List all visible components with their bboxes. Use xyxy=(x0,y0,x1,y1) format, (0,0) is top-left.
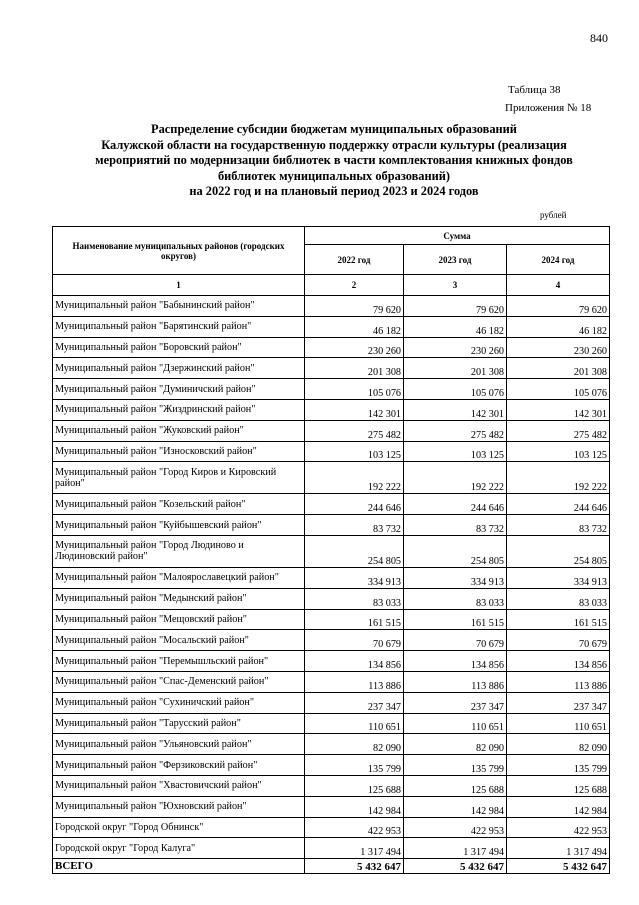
value-2024: 113 886 xyxy=(507,671,610,692)
district-name: Муниципальный район "Ульяновский район" xyxy=(53,734,305,755)
district-name: Муниципальный район "Дзержинский район" xyxy=(53,358,305,379)
header-2022: 2022 год xyxy=(305,245,404,275)
value-2024: 125 688 xyxy=(507,775,610,796)
value-2022: 1 317 494 xyxy=(305,838,404,859)
value-2024: 79 620 xyxy=(507,296,610,317)
table-row xyxy=(53,651,610,672)
value-2024: 201 308 xyxy=(507,358,610,379)
appendix-label: Приложения № 18 xyxy=(505,102,592,114)
table-row xyxy=(53,494,610,515)
district-name: Городской округ "Город Обнинск" xyxy=(53,817,305,838)
district-name: Муниципальный район "Козельский район" xyxy=(53,494,305,515)
total-2022: 5 432 647 xyxy=(305,859,404,874)
table-row xyxy=(53,441,610,462)
district-name: Муниципальный район "Ферзиковский район" xyxy=(53,755,305,776)
table-row xyxy=(53,713,610,734)
header-2023: 2023 год xyxy=(404,245,507,275)
value-2023: 103 125 xyxy=(404,441,507,462)
value-2023: 83 033 xyxy=(404,588,507,609)
district-name: Муниципальный район "Куйбышевский район" xyxy=(53,515,305,536)
district-name: Муниципальный район "Жиздринский район" xyxy=(53,399,305,420)
title-line: на 2022 год и на плановый период 2023 и 2024 годов xyxy=(189,184,479,198)
value-2022: 334 913 xyxy=(305,567,404,588)
table-row xyxy=(53,838,610,859)
district-name: Муниципальный район "Тарусский район" xyxy=(53,713,305,734)
table-row xyxy=(53,296,610,317)
units-label: рублей xyxy=(540,210,567,220)
value-2024: 135 799 xyxy=(507,755,610,776)
value-2024: 83 732 xyxy=(507,515,610,536)
value-2022: 275 482 xyxy=(305,420,404,441)
title-line: Распределение субсидии бюджетам муниципальных образований xyxy=(151,122,517,136)
value-2024: 237 347 xyxy=(507,692,610,713)
value-2022: 161 515 xyxy=(305,609,404,630)
subsidy-table xyxy=(52,226,610,874)
value-2022: 422 953 xyxy=(305,817,404,838)
value-2024: 142 984 xyxy=(507,796,610,817)
district-name: Муниципальный район "Боровский район" xyxy=(53,337,305,358)
table-body xyxy=(53,296,610,859)
table-row xyxy=(53,399,610,420)
value-2024: 83 033 xyxy=(507,588,610,609)
total-row xyxy=(53,859,610,874)
value-2022: 192 222 xyxy=(305,462,404,494)
value-2023: 83 732 xyxy=(404,515,507,536)
district-name: Муниципальный район "Бабынинский район" xyxy=(53,296,305,317)
value-2024: 244 646 xyxy=(507,494,610,515)
district-name: Муниципальный район "Сухиничский район" xyxy=(53,692,305,713)
district-name: Муниципальный район "Думиничский район" xyxy=(53,379,305,400)
value-2023: 113 886 xyxy=(404,671,507,692)
table-row xyxy=(53,755,610,776)
value-2024: 142 301 xyxy=(507,399,610,420)
value-2023: 134 856 xyxy=(404,651,507,672)
table-row xyxy=(53,796,610,817)
table-row xyxy=(53,358,610,379)
value-2024: 422 953 xyxy=(507,817,610,838)
value-2022: 134 856 xyxy=(305,651,404,672)
district-name: Муниципальный район "Жуковский район" xyxy=(53,420,305,441)
value-2023: 230 260 xyxy=(404,337,507,358)
document-title xyxy=(40,122,628,200)
title-line: библиотек муниципальных образований) xyxy=(217,168,451,183)
column-number: 1 xyxy=(53,275,305,296)
value-2023: 125 688 xyxy=(404,775,507,796)
value-2023: 254 805 xyxy=(404,535,507,567)
total-2024: 5 432 647 xyxy=(507,859,610,874)
value-2022: 237 347 xyxy=(305,692,404,713)
column-number: 2 xyxy=(305,275,404,296)
value-2022: 244 646 xyxy=(305,494,404,515)
table-row xyxy=(53,609,610,630)
district-name: Муниципальный район "Износковский район" xyxy=(53,441,305,462)
value-2023: 110 651 xyxy=(404,713,507,734)
value-2023: 79 620 xyxy=(404,296,507,317)
value-2024: 105 076 xyxy=(507,379,610,400)
table-label: Таблица 38 xyxy=(508,84,561,96)
value-2022: 230 260 xyxy=(305,337,404,358)
value-2022: 113 886 xyxy=(305,671,404,692)
value-2022: 110 651 xyxy=(305,713,404,734)
value-2023: 161 515 xyxy=(404,609,507,630)
table-row xyxy=(53,817,610,838)
value-2024: 82 090 xyxy=(507,734,610,755)
value-2023: 82 090 xyxy=(404,734,507,755)
value-2023: 422 953 xyxy=(404,817,507,838)
district-name: Городской округ "Город Калуга" xyxy=(53,838,305,859)
value-2022: 83 033 xyxy=(305,588,404,609)
column-number: 4 xyxy=(507,275,610,296)
district-name: Муниципальный район "Малоярославецкий район" xyxy=(53,567,305,588)
value-2022: 254 805 xyxy=(305,535,404,567)
table-row xyxy=(53,567,610,588)
table-row xyxy=(53,337,610,358)
value-2022: 201 308 xyxy=(305,358,404,379)
table-row xyxy=(53,588,610,609)
table-row xyxy=(53,671,610,692)
district-name: Муниципальный район "Спас-Деменский район" xyxy=(53,671,305,692)
table-row xyxy=(53,462,610,494)
district-name: Муниципальный район "Юхновский район" xyxy=(53,796,305,817)
value-2023: 105 076 xyxy=(404,379,507,400)
value-2024: 134 856 xyxy=(507,651,610,672)
value-2023: 1 317 494 xyxy=(404,838,507,859)
district-name: Муниципальный район "Хвастовичский район" xyxy=(53,775,305,796)
value-2022: 125 688 xyxy=(305,775,404,796)
table-row xyxy=(53,535,610,567)
value-2023: 201 308 xyxy=(404,358,507,379)
district-name: Муниципальный район "Мосальский район" xyxy=(53,630,305,651)
value-2023: 46 182 xyxy=(404,316,507,337)
value-2022: 82 090 xyxy=(305,734,404,755)
total-2023: 5 432 647 xyxy=(404,859,507,874)
total-label: ВСЕГО xyxy=(53,859,305,874)
value-2023: 334 913 xyxy=(404,567,507,588)
value-2023: 142 984 xyxy=(404,796,507,817)
value-2023: 70 679 xyxy=(404,630,507,651)
title-line: мероприятий по модернизации библиотек в части комплектования книжных фондов xyxy=(95,153,573,167)
table-row xyxy=(53,515,610,536)
value-2024: 230 260 xyxy=(507,337,610,358)
value-2023: 244 646 xyxy=(404,494,507,515)
value-2022: 79 620 xyxy=(305,296,404,317)
value-2022: 105 076 xyxy=(305,379,404,400)
table-row xyxy=(53,379,610,400)
header-2024: 2024 год xyxy=(507,245,610,275)
value-2023: 142 301 xyxy=(404,399,507,420)
district-name: Муниципальный район "Город Людиново и Людиновский район" xyxy=(53,535,305,567)
table-row xyxy=(53,316,610,337)
table-row xyxy=(53,734,610,755)
value-2024: 110 651 xyxy=(507,713,610,734)
value-2023: 275 482 xyxy=(404,420,507,441)
district-name: Муниципальный район "Город Киров и Кировский район" xyxy=(53,462,305,494)
page-number: 840 xyxy=(590,31,608,45)
value-2024: 254 805 xyxy=(507,535,610,567)
value-2022: 46 182 xyxy=(305,316,404,337)
header-name-column: Наименование муниципальных районов (городских округов) xyxy=(53,227,305,275)
value-2022: 142 301 xyxy=(305,399,404,420)
value-2024: 192 222 xyxy=(507,462,610,494)
district-name: Муниципальный район "Барятинский район" xyxy=(53,316,305,337)
value-2024: 70 679 xyxy=(507,630,610,651)
value-2023: 237 347 xyxy=(404,692,507,713)
value-2024: 1 317 494 xyxy=(507,838,610,859)
value-2023: 192 222 xyxy=(404,462,507,494)
value-2024: 275 482 xyxy=(507,420,610,441)
title-line: Калужской области на государственную поддержку отрасли культуры (реализация xyxy=(101,137,567,152)
header-sum: Сумма xyxy=(305,227,610,245)
table-row xyxy=(53,692,610,713)
column-number: 3 xyxy=(404,275,507,296)
table-row xyxy=(53,630,610,651)
value-2024: 161 515 xyxy=(507,609,610,630)
value-2022: 83 732 xyxy=(305,515,404,536)
value-2024: 334 913 xyxy=(507,567,610,588)
table-row xyxy=(53,775,610,796)
value-2022: 135 799 xyxy=(305,755,404,776)
value-2023: 135 799 xyxy=(404,755,507,776)
district-name: Муниципальный район "Медынский район" xyxy=(53,588,305,609)
table-row xyxy=(53,420,610,441)
value-2024: 46 182 xyxy=(507,316,610,337)
value-2024: 103 125 xyxy=(507,441,610,462)
value-2022: 103 125 xyxy=(305,441,404,462)
value-2022: 70 679 xyxy=(305,630,404,651)
district-name: Муниципальный район "Мещовский район" xyxy=(53,609,305,630)
value-2022: 142 984 xyxy=(305,796,404,817)
district-name: Муниципальный район "Перемышльский район" xyxy=(53,651,305,672)
